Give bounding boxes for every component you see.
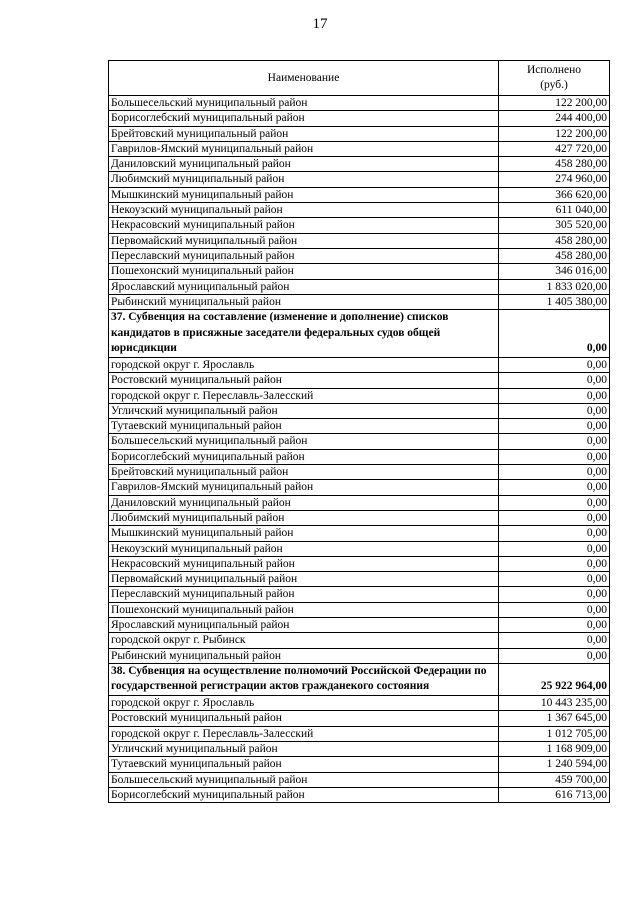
row-amount: 244 400,00 <box>499 111 610 126</box>
table-row <box>109 233 610 248</box>
table-row <box>109 203 610 218</box>
table-row <box>109 141 610 156</box>
row-name: Ростовский муниципальный район <box>109 373 499 388</box>
table-row <box>109 617 610 632</box>
row-name: Ярославский муниципальный район <box>109 279 499 294</box>
table-row <box>109 541 610 556</box>
row-amount: 0,00 <box>499 403 610 418</box>
table-row <box>109 373 610 388</box>
row-name: Некрасовский муниципальный район <box>109 218 499 233</box>
row-amount: 0,00 <box>499 648 610 663</box>
row-name: Первомайский муниципальный район <box>109 233 499 248</box>
table-row <box>109 294 610 309</box>
row-amount: 0,00 <box>499 633 610 648</box>
row-name: Любимский муниципальный район <box>109 172 499 187</box>
row-name: Борисоглебский муниципальный район <box>109 111 499 126</box>
row-amount: 458 280,00 <box>499 248 610 263</box>
row-amount: 427 720,00 <box>499 141 610 156</box>
row-amount: 274 960,00 <box>499 172 610 187</box>
row-amount: 0,00 <box>499 495 610 510</box>
row-amount: 0,00 <box>499 480 610 495</box>
row-name: Даниловский муниципальный район <box>109 157 499 172</box>
table-row <box>109 480 610 495</box>
column-header-amount <box>499 61 610 96</box>
row-amount: 122 200,00 <box>499 96 610 111</box>
table-row <box>109 465 610 480</box>
row-name: Большесельский муниципальный район <box>109 434 499 449</box>
table-row <box>109 741 610 756</box>
table-row <box>109 111 610 126</box>
column-header-amount-line1: Исполнено <box>526 64 582 76</box>
table-row <box>109 172 610 187</box>
row-name: Ростовский муниципальный район <box>109 711 499 726</box>
row-amount: 0,00 <box>499 419 610 434</box>
row-name: Мышкинский муниципальный район <box>109 187 499 202</box>
row-name: Ярославский муниципальный район <box>109 617 499 632</box>
row-amount: 0,00 <box>499 617 610 632</box>
row-name: Тутаевский муниципальный район <box>109 757 499 772</box>
row-amount: 0,00 <box>499 510 610 525</box>
row-name: Переславский муниципальный район <box>109 248 499 263</box>
row-amount: 0,00 <box>499 572 610 587</box>
table-row <box>109 696 610 711</box>
table-row <box>109 449 610 464</box>
section-title: 38. Субвенция на осуществление полномочий Российской Федерации по государственной регистрации актов гражданекого состояния <box>109 663 499 695</box>
table-row <box>109 711 610 726</box>
row-name: городской округ г. Ярославль <box>109 357 499 372</box>
row-name: Пошехонский муниципальный район <box>109 602 499 617</box>
table-row <box>109 772 610 787</box>
row-name: Гаврилов-Ямский муниципальный район <box>109 480 499 495</box>
row-amount: 0,00 <box>499 465 610 480</box>
row-amount: 1 240 594,00 <box>499 757 610 772</box>
table-row <box>109 572 610 587</box>
table-row <box>109 157 610 172</box>
budget-execution-table <box>108 60 610 803</box>
row-name: городской округ г. Переславль-Залесский <box>109 388 499 403</box>
row-amount: 1 405 380,00 <box>499 294 610 309</box>
row-name: Большесельский муниципальный район <box>109 772 499 787</box>
row-amount: 0,00 <box>499 388 610 403</box>
row-amount: 0,00 <box>499 373 610 388</box>
row-amount: 459 700,00 <box>499 772 610 787</box>
row-amount: 0,00 <box>499 449 610 464</box>
row-name: Брейтовский муниципальный район <box>109 465 499 480</box>
row-name: Некрасовский муниципальный район <box>109 556 499 571</box>
row-name: Некоузский муниципальный район <box>109 541 499 556</box>
section-total: 25 922 964,00 <box>499 663 610 695</box>
column-header-amount-line2: (руб.) <box>540 79 568 91</box>
section-title: 37. Субвенция на составление (изменение и дополнение) списков кандидатов в присяжные заседатели федеральных судов общей юрисдикции <box>109 310 499 358</box>
row-name: Переславский муниципальный район <box>109 587 499 602</box>
table-row <box>109 187 610 202</box>
row-amount: 616 713,00 <box>499 787 610 802</box>
row-name: Рыбинский муниципальный район <box>109 648 499 663</box>
table-row <box>109 96 610 111</box>
row-name: Борисоглебский муниципальный район <box>109 787 499 802</box>
table-row <box>109 434 610 449</box>
row-amount: 1 367 645,00 <box>499 711 610 726</box>
row-amount: 122 200,00 <box>499 126 610 141</box>
table-row <box>109 757 610 772</box>
row-name: Рыбинский муниципальный район <box>109 294 499 309</box>
table-row <box>109 787 610 802</box>
row-amount: 611 040,00 <box>499 203 610 218</box>
section-total: 0,00 <box>499 310 610 358</box>
row-name: Тутаевский муниципальный район <box>109 419 499 434</box>
table-row <box>109 218 610 233</box>
row-name: Борисоглебский муниципальный район <box>109 449 499 464</box>
table-row <box>109 357 610 372</box>
row-amount: 1 168 909,00 <box>499 741 610 756</box>
table-row <box>109 526 610 541</box>
row-name: городской округ г. Рыбинск <box>109 633 499 648</box>
row-name: Некоузский муниципальный район <box>109 203 499 218</box>
section-row <box>109 310 610 358</box>
table-row <box>109 126 610 141</box>
row-amount: 0,00 <box>499 541 610 556</box>
row-amount: 0,00 <box>499 602 610 617</box>
column-header-name: Наименование <box>109 61 499 96</box>
row-amount: 0,00 <box>499 587 610 602</box>
row-name: Мышкинский муниципальный район <box>109 526 499 541</box>
row-amount: 10 443 235,00 <box>499 696 610 711</box>
row-name: Даниловский муниципальный район <box>109 495 499 510</box>
row-amount: 305 520,00 <box>499 218 610 233</box>
table-row <box>109 726 610 741</box>
row-name: Брейтовский муниципальный район <box>109 126 499 141</box>
table-row <box>109 403 610 418</box>
table-body <box>109 96 610 803</box>
row-amount: 1 012 705,00 <box>499 726 610 741</box>
row-amount: 0,00 <box>499 556 610 571</box>
table-header-row <box>109 61 610 96</box>
row-amount: 0,00 <box>499 357 610 372</box>
row-name: Гаврилов-Ямский муниципальный район <box>109 141 499 156</box>
table-row <box>109 587 610 602</box>
table-row <box>109 602 610 617</box>
row-amount: 0,00 <box>499 434 610 449</box>
row-amount: 458 280,00 <box>499 233 610 248</box>
table-row <box>109 510 610 525</box>
table-row <box>109 633 610 648</box>
row-amount: 0,00 <box>499 526 610 541</box>
table-row <box>109 264 610 279</box>
table-row <box>109 388 610 403</box>
row-name: Первомайский муниципальный район <box>109 572 499 587</box>
row-amount: 366 620,00 <box>499 187 610 202</box>
row-name: Угличский муниципальный район <box>109 403 499 418</box>
row-name: Любимский муниципальный район <box>109 510 499 525</box>
section-row <box>109 663 610 695</box>
row-name: Угличский муниципальный район <box>109 741 499 756</box>
row-amount: 1 833 020,00 <box>499 279 610 294</box>
row-amount: 346 016,00 <box>499 264 610 279</box>
table-row <box>109 495 610 510</box>
row-amount: 458 280,00 <box>499 157 610 172</box>
table-row <box>109 648 610 663</box>
table-row <box>109 279 610 294</box>
table-row <box>109 419 610 434</box>
row-name: городской округ г. Переславль-Залесский <box>109 726 499 741</box>
table-row <box>109 556 610 571</box>
row-name: Пошехонский муниципальный район <box>109 264 499 279</box>
row-name: городской округ г. Ярославль <box>109 696 499 711</box>
page-number: 17 <box>312 16 328 32</box>
table-row <box>109 248 610 263</box>
row-name: Большесельский муниципальный район <box>109 96 499 111</box>
